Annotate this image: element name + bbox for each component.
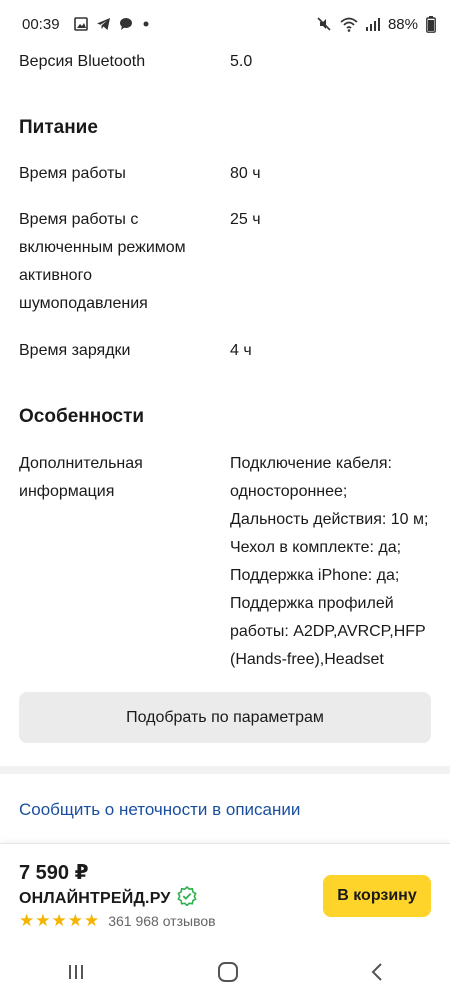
mute-icon: [316, 16, 332, 32]
section-title-power: Питание: [19, 117, 98, 138]
spec-value-line: работы: A2DP,AVRCP,HFP: [230, 623, 426, 640]
spec-value-line: (Hands-free),Headset: [230, 651, 384, 668]
battery-icon: [426, 16, 436, 33]
verified-badge-icon: [177, 886, 197, 911]
spec-name-line: Время работы с: [19, 211, 139, 228]
spec-value: 4 ч: [230, 342, 252, 359]
add-to-cart-button[interactable]: В корзину: [323, 875, 431, 917]
price: 7 590 ₽: [19, 862, 89, 884]
spec-value: 25 ч: [230, 211, 261, 228]
spec-name-line: шумоподавления: [19, 295, 148, 312]
rating-row[interactable]: [19, 911, 216, 931]
spec-value: 80 ч: [230, 165, 261, 182]
home-icon[interactable]: [217, 961, 239, 983]
spec-name: Время зарядки: [19, 342, 131, 359]
spec-value-line: одностороннее;: [230, 483, 348, 500]
back-icon[interactable]: [370, 962, 384, 982]
spec-value-line: Поддержка профилей: [230, 595, 394, 612]
report-inaccuracy-link[interactable]: Сообщить о неточности в описании: [19, 800, 301, 819]
spec-name: Версия Bluetooth: [19, 53, 146, 70]
spec-name: [19, 450, 209, 506]
signal-icon: [366, 17, 380, 31]
clock: 00:39: [22, 15, 60, 33]
spec-value: [230, 450, 430, 674]
telegram-icon: [96, 17, 111, 31]
system-nav-bar: [0, 944, 450, 1000]
section-divider: [0, 766, 450, 774]
spec-value-line: Чехол в комплекте: да;: [230, 539, 402, 556]
section-title-features: Особенности: [19, 406, 145, 427]
spec-name: [19, 206, 209, 318]
filter-by-parameters-button[interactable]: Подобрать по параметрам: [19, 692, 431, 743]
spec-name-line: активного: [19, 267, 92, 284]
chat-icon: [119, 17, 133, 31]
wifi-icon: [340, 17, 358, 32]
spec-name: Время работы: [19, 165, 126, 182]
spec-value: 5.0: [230, 53, 253, 70]
status-left: [22, 16, 151, 33]
spec-name-line: включенным режимом: [19, 239, 186, 256]
spec-value-line: Дальность действия: 10 м;: [230, 511, 429, 528]
recent-apps-icon[interactable]: [66, 963, 86, 981]
dot-icon: [141, 17, 151, 31]
status-right: [316, 16, 436, 33]
spec-name-line: Дополнительная: [19, 455, 143, 472]
battery-percent: 88%: [387, 15, 418, 33]
seller-row[interactable]: [19, 886, 197, 911]
gallery-icon: [74, 17, 88, 31]
seller-name[interactable]: ОНЛАЙНТРЕЙД.РУ: [19, 889, 171, 907]
spec-value-line: Поддержка iPhone: да;: [230, 567, 400, 584]
reviews-count[interactable]: 361 968 отзывов: [108, 913, 216, 929]
spec-value-line: Подключение кабеля:: [230, 455, 392, 472]
offer-panel: [0, 843, 450, 944]
status-bar: [0, 0, 450, 48]
spec-name-line: информация: [19, 483, 115, 500]
rating-stars-icon: ★★★★★: [19, 911, 101, 930]
